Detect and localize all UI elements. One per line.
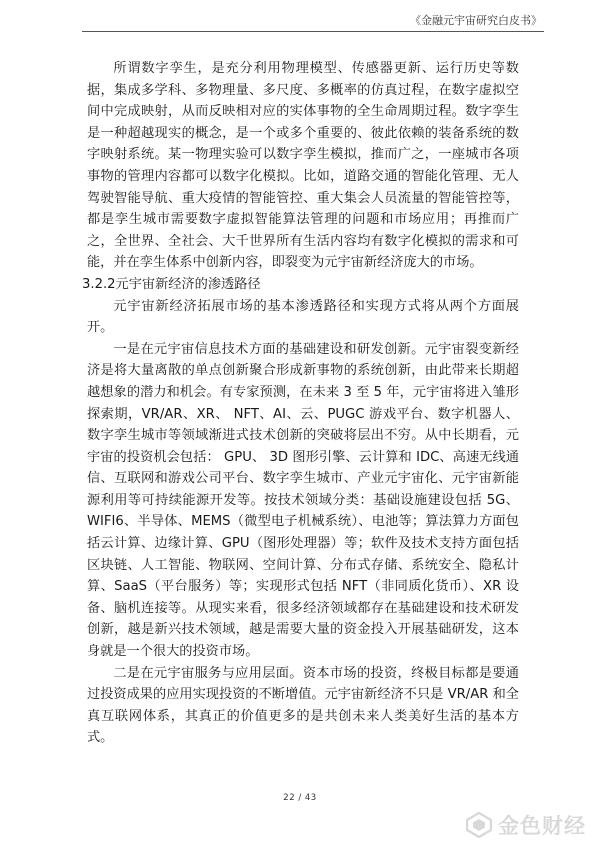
running-header: 《金融元宇宙研究白皮书》 — [410, 14, 542, 27]
watermark — [466, 810, 586, 840]
watermark-text: 金色财经 — [498, 814, 586, 838]
page-body — [82, 58, 519, 749]
paragraph-tech-infrastructure: 一是在元宇宙信息技术方面的基础建设和研发创新。元宇宙裂变新经济是将大量离散的单点创新聚合形成新事物的系统创新，由此带来长期超越想象的潜力和机会。有专家预测，在未来 3 至 5 年，元宇宙将进入雏形探索期，VR/AR、XR、 NFT、AI、云、PUGC 游戏平台、数字机器人、数字孪生城市等领域渐进式技术创新的突破将层出不穷。从中长期看，元宇宙的投资机会包括： GPU、 3D 图形引擎、云计算和 IDC、高速无线通信、互联网和游戏公司平台、数字孪生城市、产业元宇宙化、元宇宙新能源利用等可持续能源开发等。按技术领域分类：基础设施建设包括 5G、WIFI6、半导体、MEMS（微型电子机械系统）、电池等；算法算力方面包括云计算、边缘计算、GPU（图形处理器）等；软件及技术支持方面包括区块链、人工智能、物联网、空间计算、分布式存储、系统安全、隐私计算、SaaS（平台服务）等；实现形式包括 NFT（非同质化货币）、XR 设备、脑机连接等。从现实来看，很多经济领域都存在基础建设和技术研发创新，越是新兴技术领域，越是需要大量的资金投入开展基础研发，这本身就是一个很大的投资市场。 — [87, 341, 519, 660]
page-number: 22 / 43 — [283, 793, 317, 803]
paragraph-services-applications: 二是在元宇宙服务与应用层面。资本市场的投资，终极目标都是要通过投资成果的应用实现投资的不断增值。元宇宙新经济不只是 VR/AR 和全真互联网体系，其真正的价值更多的是共创未来人类美好生活的基本方式。 — [87, 665, 519, 746]
paragraph-digital-twin: 所谓数字孪生，是充分利用物理模型、传感器更新、运行历史等数据，集成多学科、多物理量、多尺度、多概率的仿真过程，在数字虚拟空间中完成映射，从而反映相对应的实体事物的全生命周期过程。数字孪生是一种超越现实的概念，是一个或多个重要的、彼此依赖的装备系统的数字映射系统。某一物理实验可以数字孪生模拟，推而广之，一座城市各项事物的管理内容都可以数字化模拟。比如，道路交通的智能化管理、无人驾驶智能导航、重大疫情的智能管控、重大集会人员流量的智能管控等，都是孪生城市需要数字虚拟智能算法管理的问题和市场应用；再推而广之，全世界、全社会、大千世界所有生活内容均有数字化模拟的需求和可能，并在孪生体系中创新内容，即裂变为元宇宙新经济庞大的市场。 — [87, 61, 519, 271]
paragraph-intro: 元宇宙新经济拓展市场的基本渗透路径和实现方式将从两个方面展开。 — [87, 298, 519, 336]
section-heading: 3.2.2元宇宙新经济的渗透路径 — [82, 276, 261, 292]
jinse-logo-icon — [466, 812, 492, 838]
header-divider — [82, 31, 544, 32]
